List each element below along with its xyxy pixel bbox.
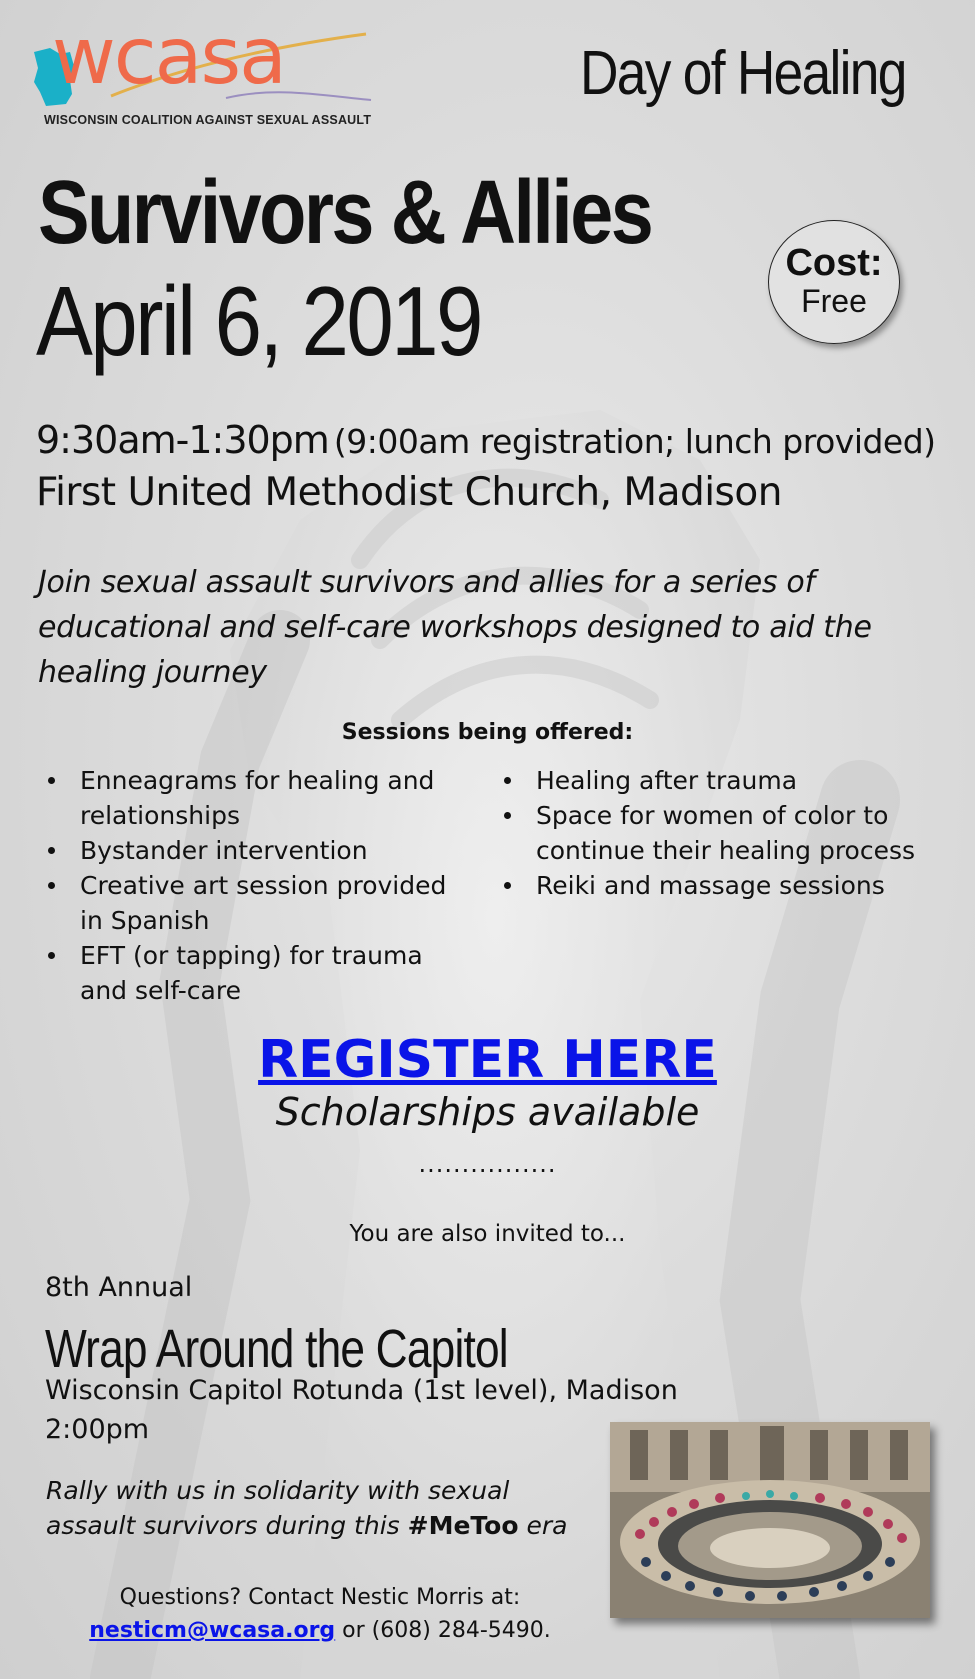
logo-tagline: WISCONSIN COALITION AGAINST SEXUAL ASSAULT xyxy=(44,113,372,127)
cost-label: Cost: xyxy=(785,242,883,285)
headline: Survivors & Allies xyxy=(38,163,652,263)
logo-wordmark: wcasa xyxy=(52,12,285,102)
event-time xyxy=(36,418,936,462)
capitol-rotunda-photo xyxy=(610,1422,930,1618)
rally-text-end: era xyxy=(518,1511,568,1540)
cost-value: Free xyxy=(801,283,867,320)
session-item: Enneagrams for healing and relationships xyxy=(46,763,476,833)
event-description: Join sexual assault survivors and allies for a series of educational and self-care workshops designed to aid the healing journey xyxy=(38,565,872,690)
annual-label: 8th Annual xyxy=(45,1272,193,1303)
contact-line xyxy=(40,1618,600,1643)
cost-badge xyxy=(768,220,900,344)
contact-email-link[interactable]: nesticm@wcasa.org xyxy=(89,1618,336,1643)
second-event-location: Wisconsin Capitol Rotunda (1st level), Madison xyxy=(45,1375,678,1406)
dotted-separator: ................ xyxy=(418,1150,557,1178)
session-item: Creative art session provided in Spanish xyxy=(46,868,476,938)
scholarships-note: Scholarships available xyxy=(275,1090,700,1134)
contact-joiner: or xyxy=(335,1618,372,1643)
time-note: (9:00am registration; lunch provided) xyxy=(333,422,936,461)
contact-question: Questions? Contact Nestic Morris at: xyxy=(119,1585,521,1610)
session-item: EFT (or tapping) for trauma and self-care xyxy=(46,938,476,1008)
rally-text xyxy=(46,1473,606,1543)
session-item: Space for women of color to continue their healing process xyxy=(502,798,942,868)
sessions-list-right xyxy=(502,763,942,903)
rally-text-main: Rally with us in solidarity with sexual assault survivors during this xyxy=(46,1476,510,1540)
also-invited-intro: You are also invited to... xyxy=(349,1221,626,1247)
sessions-heading: Sessions being offered: xyxy=(341,720,634,745)
session-item: Healing after trauma xyxy=(502,763,942,798)
register-link[interactable]: REGISTER HERE xyxy=(258,1030,717,1090)
session-item: Reiki and massage sessions xyxy=(502,868,942,903)
second-event-title: Wrap Around the Capitol xyxy=(45,1319,508,1379)
event-location: First United Methodist Church, Madison xyxy=(36,470,782,515)
event-date: April 6, 2019 xyxy=(36,266,481,376)
time-range: 9:30am-1:30pm xyxy=(36,418,329,462)
metoo-hashtag: #MeToo xyxy=(407,1511,519,1540)
contact-phone: (608) 284-5490. xyxy=(371,1618,551,1643)
sessions-list-left xyxy=(46,763,476,1008)
session-item: Bystander intervention xyxy=(46,833,476,868)
event-title: Day of Healing xyxy=(580,39,906,108)
second-event-time: 2:00pm xyxy=(45,1414,150,1445)
